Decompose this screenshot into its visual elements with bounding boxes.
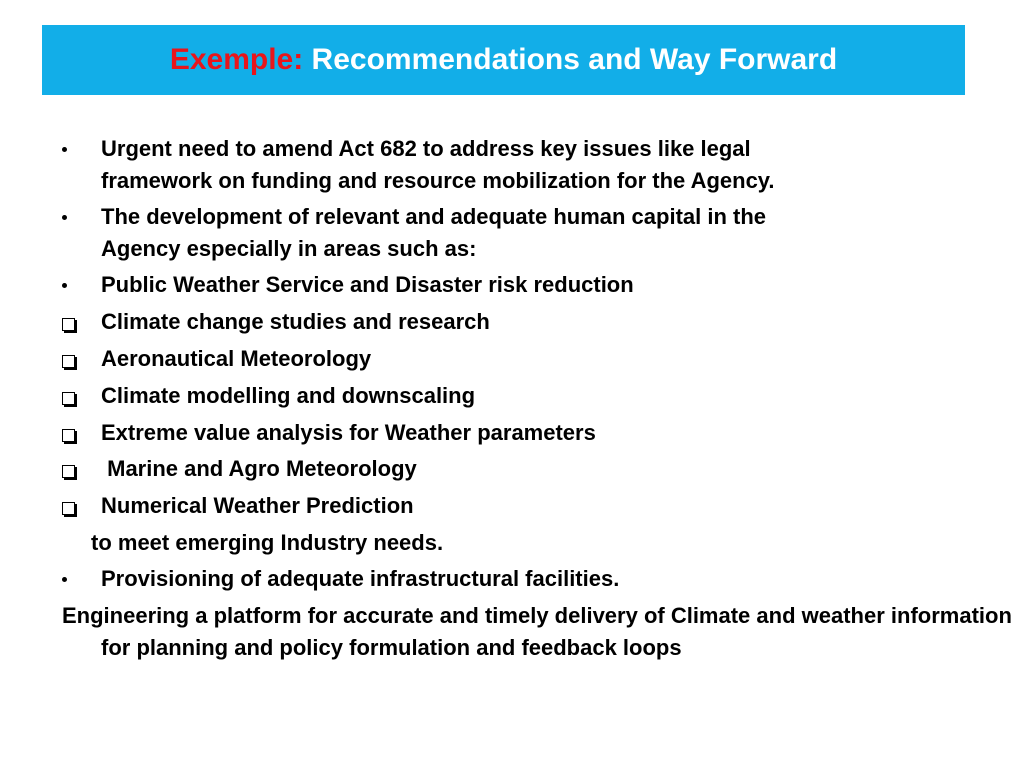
title-prefix: Exemple:	[169, 43, 304, 76]
bullet-text: Urgent need to amend Act 682 to address key issues like legal	[101, 136, 751, 161]
checkbox-marker	[62, 380, 88, 411]
bullet-dot-icon	[62, 577, 67, 582]
bullet-marker	[62, 564, 88, 595]
bullet-marker	[62, 270, 88, 301]
closing-paragraph: Engineering a platform for accurate and timely delivery of Climate and weather information for planning and policy formulation and feedback loops	[62, 603, 1012, 660]
checkbox-marker	[62, 306, 88, 337]
continuation-text: to meet emerging Industry needs.	[91, 530, 444, 555]
checkbox-text: Climate modelling and downscaling	[101, 383, 476, 408]
bullet-text: framework on funding and resource mobilization for the Agency.	[101, 168, 775, 193]
bullet-dot-icon	[62, 215, 67, 220]
checkbox-text: Climate change studies and research	[101, 309, 490, 334]
checkbox-text: Numerical Weather Prediction	[101, 493, 414, 518]
bullet-text: The development of relevant and adequate human capital in the	[101, 204, 767, 229]
bullet-marker	[62, 202, 88, 233]
checkbox-text: Extreme value analysis for Weather parameters	[101, 420, 596, 445]
bullet-text: Provisioning of adequate infrastructural facilities.	[101, 566, 620, 591]
checkbox-icon	[62, 465, 75, 478]
bullet-text: Public Weather Service and Disaster risk reduction	[101, 272, 634, 297]
checkbox-marker	[62, 453, 88, 484]
checkbox-marker	[62, 490, 88, 521]
checkbox-icon	[62, 392, 75, 405]
checkbox-marker	[62, 343, 88, 374]
title-main: Recommendations and Way Forward	[303, 43, 838, 76]
bullet-dot-icon	[62, 147, 67, 152]
bullet-text: Agency especially in areas such as:	[101, 236, 477, 261]
checkbox-icon	[62, 429, 75, 442]
checkbox-icon	[62, 318, 75, 331]
bullet-dot-icon	[62, 283, 67, 288]
checkbox-text: Marine and Agro Meteorology	[101, 456, 417, 481]
checkbox-marker	[62, 417, 88, 448]
checkbox-text: Aeronautical Meteorology	[101, 346, 372, 371]
checkbox-icon	[62, 355, 75, 368]
bullet-marker	[62, 134, 88, 165]
checkbox-icon	[62, 502, 75, 515]
